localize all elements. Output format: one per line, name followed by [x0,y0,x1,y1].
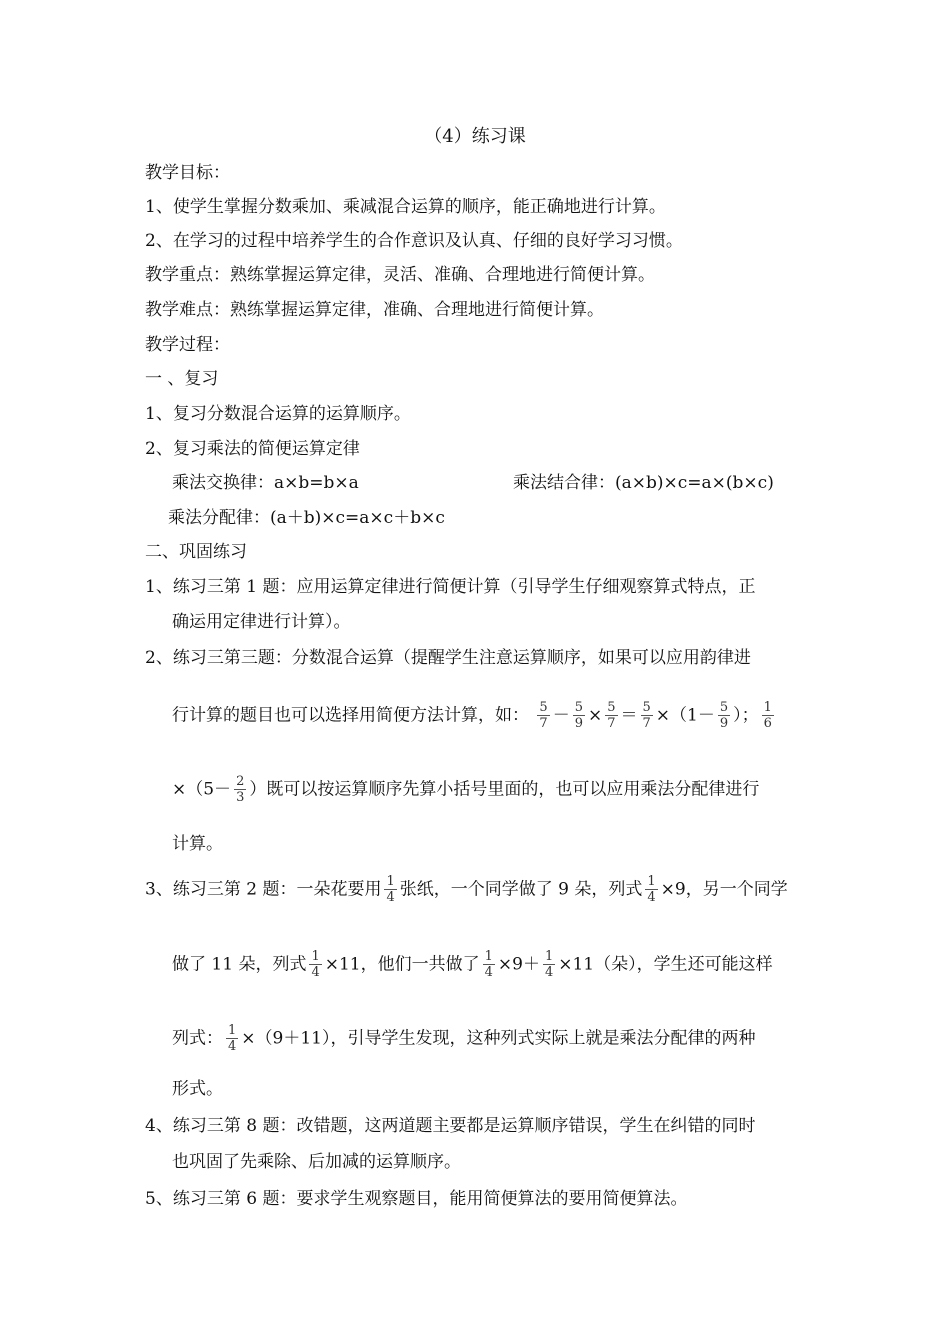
fraction: $\frac{1}{4}$ [544,949,554,980]
section-practice: 二、巩固练习 [145,542,247,562]
fraction: $\frac{1}{4}$ [647,874,656,905]
text: ×9＋ [497,954,540,975]
goals-heading: 教学目标： [145,163,230,183]
exercise-4-line-1: 4、练习三第 8 题：改错题，这两道题主要都是运算顺序错误，学生在纠错的同时 [145,1116,756,1136]
operator: － [552,705,570,726]
exercise-2-line-1: 2、练习三第三题：分数混合运算（提醒学生注意运算顺序，如果可以应用韵律进 [145,648,751,668]
fraction: $\frac{1}{4}$ [228,1023,237,1054]
text: ×9，另一个同学 [660,879,788,900]
text: ×（5－ [172,779,232,800]
fraction: $\frac{5}{9}$ [719,700,729,731]
review-item-2: 2、复习乘法的简便运算定律 [145,439,360,459]
text: ×11（朵），学生还可能这样 [558,954,773,975]
operator: × [587,705,603,726]
exercise-3-line-1 [145,874,788,905]
fraction: $\frac{1}{6}$ [763,700,772,731]
fraction: $\frac{5}{7}$ [607,700,616,731]
fraction: $\frac{2}{3}$ [236,774,245,805]
exercise-2-line-4: 计算。 [172,834,223,854]
process-heading: 教学过程： [145,335,230,355]
text: ×11，他们一共做了 [324,954,480,975]
difficult-point: 教学难点：熟练掌握运算定律，准确、合理地进行简便计算。 [145,300,604,320]
exercise-3-line-2 [172,949,773,980]
text: ）既可以按运算顺序先算小括号里面的，也可以应用乘法分配律进行 [249,779,760,800]
exercise-3-line-4: 形式。 [172,1079,223,1099]
page-title: （4）练习课 [424,126,526,147]
text: 张纸，一个同学做了 9 朵，列式 [399,879,643,900]
text: 列式： [172,1028,223,1049]
exercise-1-line-1: 1、练习三第 1 题：应用运算定律进行简便计算（引导学生仔细观察算式特点，正 [145,577,756,597]
exercise-5: 5、练习三第 6 题：要求学生观察题目，能用简便算法的要用简便算法。 [145,1189,688,1209]
goal-1: 1、使学生掌握分数乘加、乘减混合运算的顺序，能正确地进行计算。 [145,197,666,217]
fraction: $\frac{1}{4}$ [311,949,320,980]
operator: ＝ [620,705,638,726]
exercise-1-line-2: 确运用定律进行计算）。 [172,612,351,632]
fraction: $\frac{5}{7}$ [642,700,651,731]
fraction: $\frac{1}{4}$ [484,949,493,980]
section-review: 一 、复习 [145,369,219,389]
exercise-2-line-3 [172,774,759,805]
exercise-3-line-3 [172,1023,755,1054]
goal-2: 2、在学习的过程中培养学生的合作意识及认真、仔细的良好学习习惯。 [145,231,683,251]
key-point: 教学重点：熟练掌握运算定律，灵活、准确、合理地进行简便计算。 [145,265,655,285]
fraction: $\frac{5}{7}$ [539,700,548,731]
fraction: $\frac{1}{4}$ [386,874,395,905]
operator: ）； [733,705,759,726]
exercise-2-line-2 [172,700,777,731]
law-distributive: 乘法分配律：(a＋b)×c=a×c＋b×c [168,508,445,528]
exercise-4-line-2: 也巩固了先乘除、后加减的运算顺序。 [172,1152,461,1172]
text: ×（9＋11），引导学生发现，这种列式实际上就是乘法分配律的两种 [241,1028,756,1049]
law-commutative: 乘法交换律：a×b=b×a [172,473,359,493]
law-associative: 乘法结合律：(a×b)×c=a×(b×c) [513,473,774,493]
fraction: $\frac{5}{9}$ [574,700,583,731]
review-item-1: 1、复习分数混合运算的运算顺序。 [145,404,411,424]
text: 行计算的题目也可以选择用简便方法计算，如： [172,705,529,726]
operator: ×（1－ [655,705,715,726]
text: 3、练习三第 2 题：一朵花要用 [145,879,382,900]
text: 做了 11 朵，列式 [172,954,307,975]
